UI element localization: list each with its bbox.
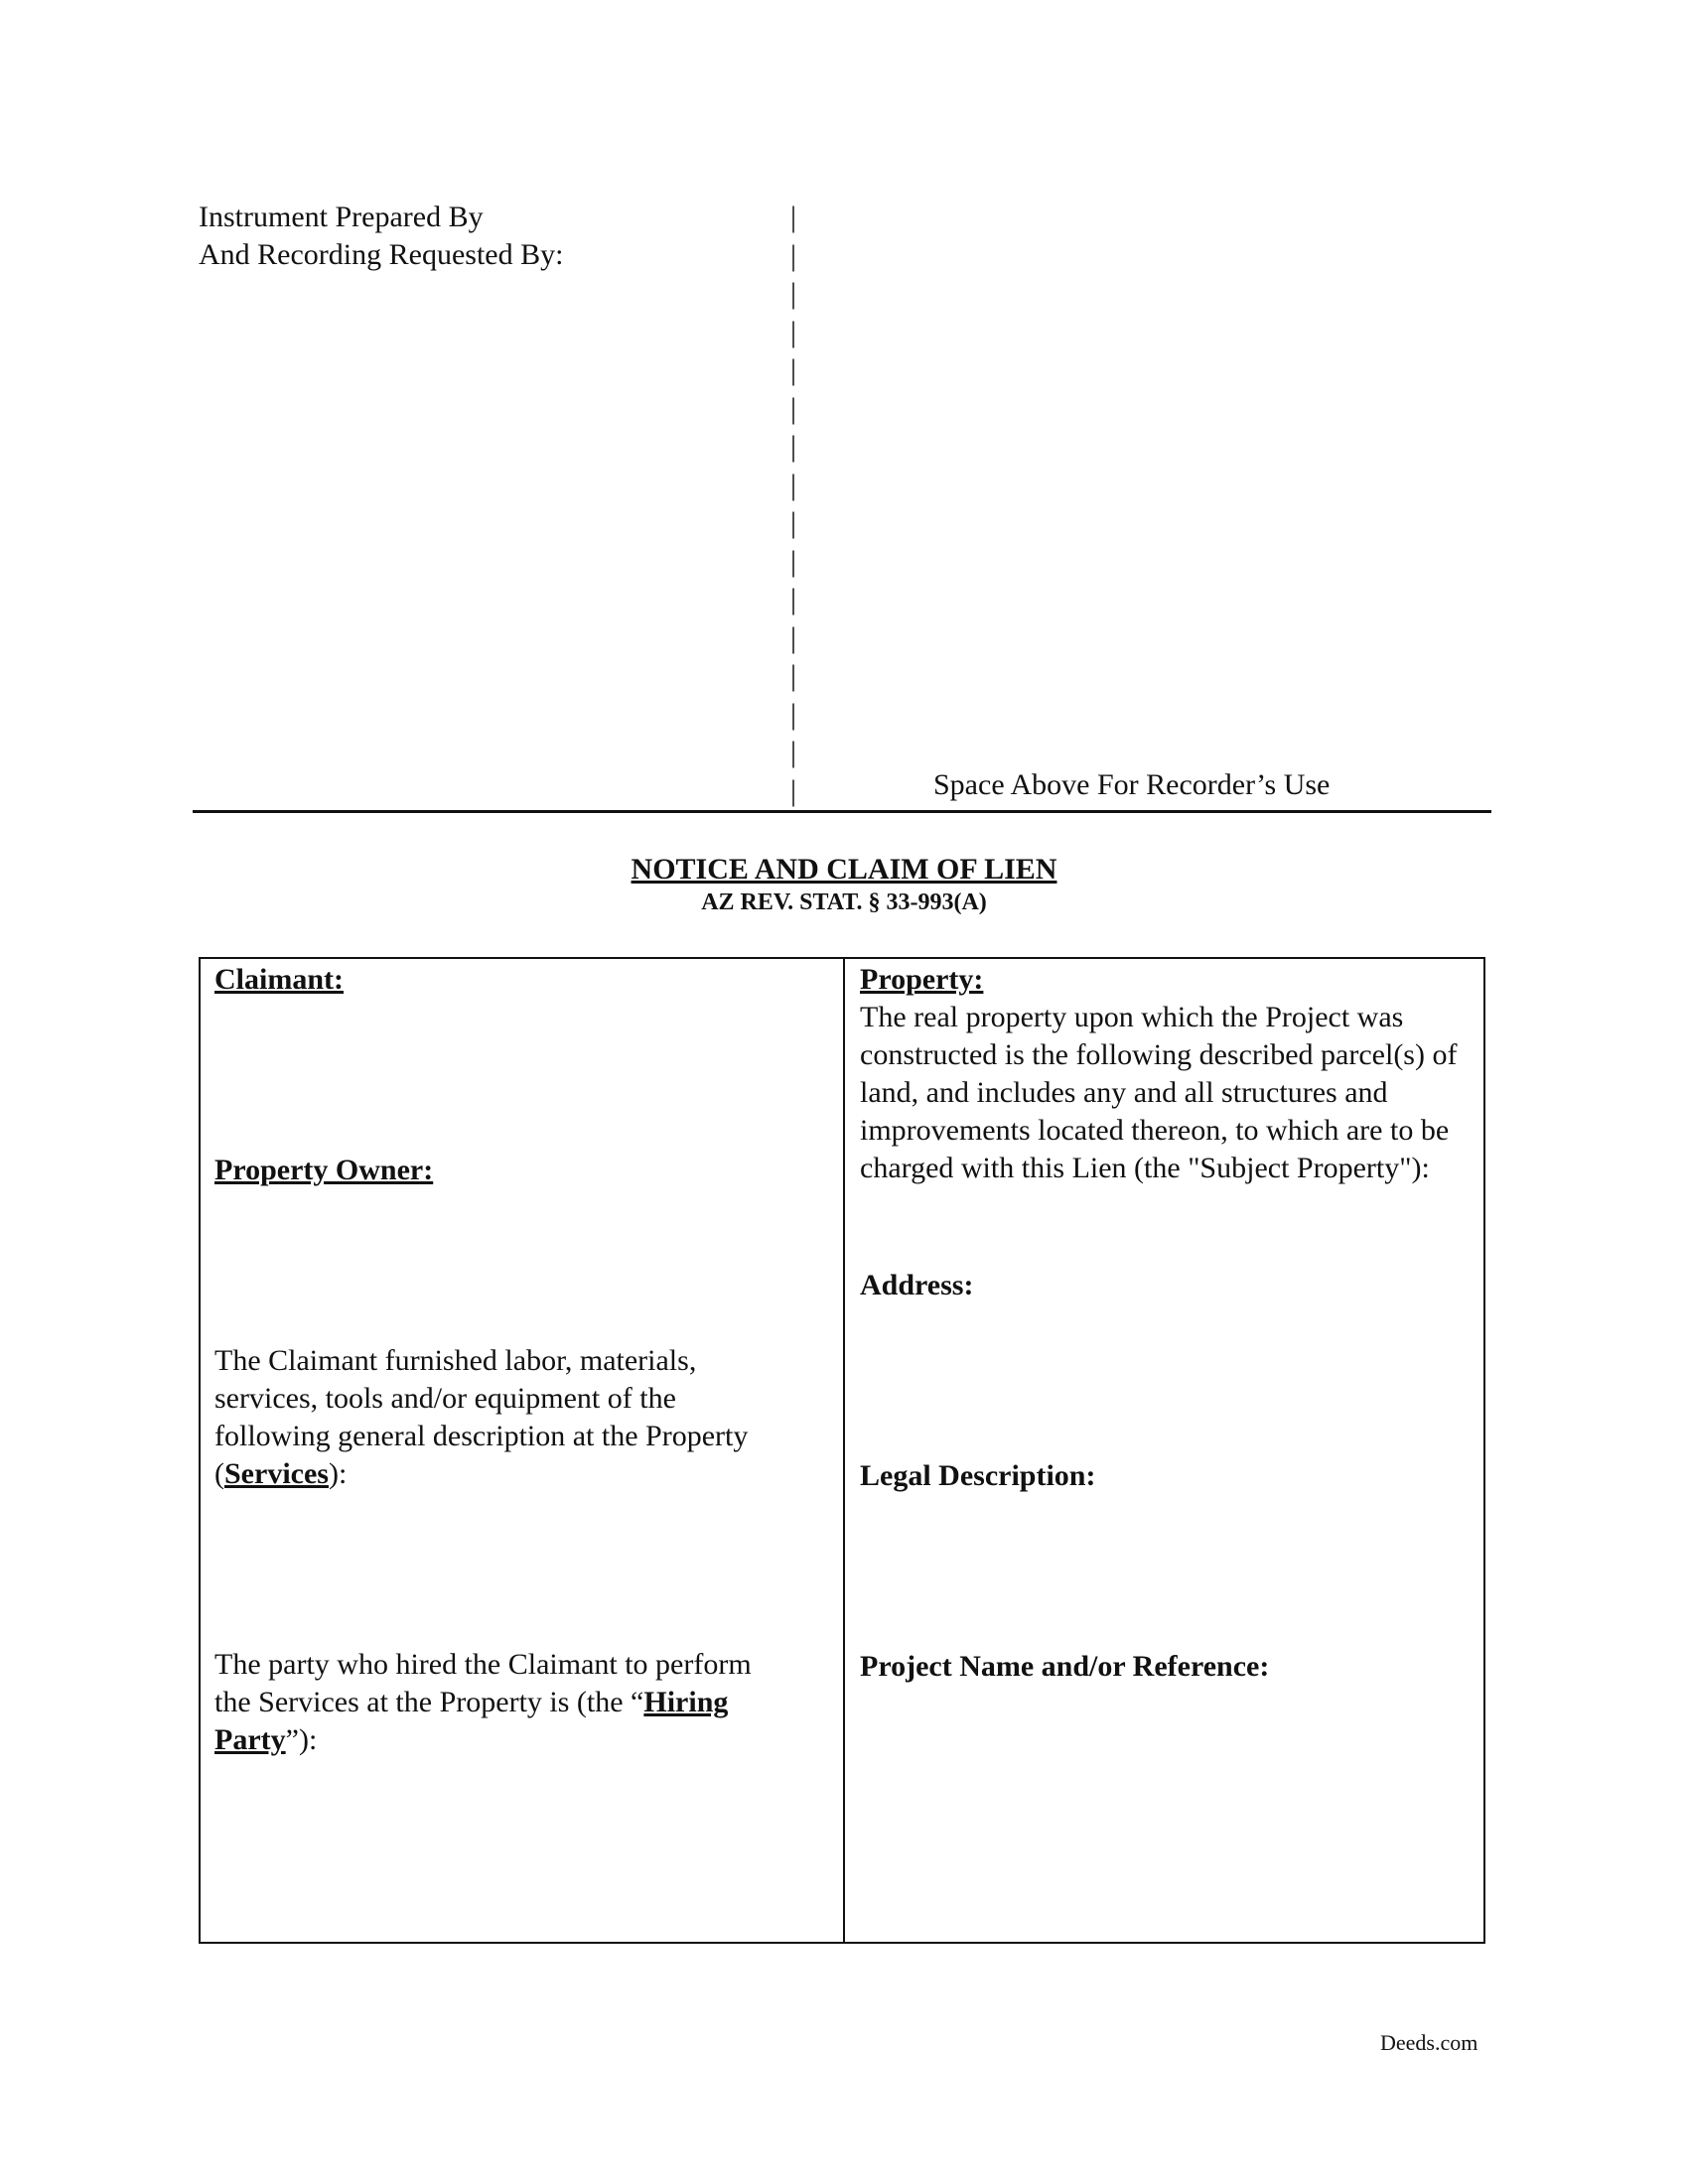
services-term: Services bbox=[224, 1457, 329, 1490]
separator-char: | bbox=[790, 277, 797, 310]
prepared-by-line1: Instrument Prepared By bbox=[199, 201, 484, 233]
property-description: The real property upon which the Project was constructed is the following described parcel(s) of land, and includes any and all structures and improvements located thereon, to which are to be charged with this Lien (the "Subject Property"): bbox=[860, 1001, 1458, 1184]
hiring-tail: ”): bbox=[285, 1723, 318, 1756]
recorder-separator bbox=[790, 199, 802, 810]
legal-description-field bbox=[860, 1457, 1095, 1495]
project-reference-field bbox=[860, 1648, 1269, 1686]
statute-reference: AZ REV. STAT. § 33-993(A) bbox=[701, 889, 987, 915]
separator-char: | bbox=[790, 736, 797, 768]
hiring-party-paragraph bbox=[214, 1646, 771, 1759]
property-owner-field bbox=[214, 1152, 433, 1189]
hiring-party-term: Hiring Party bbox=[214, 1686, 729, 1756]
hiring-text: The party who hired the Claimant to perform the Services at the Property is (the “ bbox=[214, 1648, 752, 1718]
address-field bbox=[860, 1267, 973, 1304]
separator-char: | bbox=[790, 506, 797, 539]
separator-char: | bbox=[790, 430, 797, 463]
claimant-field bbox=[214, 961, 344, 999]
services-paragraph bbox=[214, 1342, 771, 1493]
separator-char: | bbox=[790, 697, 797, 731]
legal-description-label: Legal Description: bbox=[860, 1459, 1096, 1492]
header-divider bbox=[193, 810, 1491, 813]
separator-char: | bbox=[790, 391, 797, 425]
separator-char: | bbox=[790, 544, 797, 578]
services-text: The Claimant furnished labor, materials, services, tools and/or equipment of the following general description at the Property ( bbox=[214, 1344, 749, 1490]
separator-char: | bbox=[790, 659, 797, 692]
separator-char: | bbox=[790, 620, 797, 654]
footer-brand: Deeds.com bbox=[1380, 2030, 1478, 2055]
separator-char: | bbox=[790, 201, 797, 233]
separator-char: | bbox=[790, 583, 797, 615]
separator-char: | bbox=[790, 238, 797, 272]
recorder-space-label: Space Above For Recorder’s Use bbox=[933, 768, 1331, 801]
claimant-label: Claimant: bbox=[214, 963, 344, 996]
document-title bbox=[0, 852, 1688, 887]
separator-char: | bbox=[790, 468, 797, 501]
separator-char: | bbox=[790, 353, 797, 386]
address-label: Address: bbox=[860, 1269, 974, 1301]
services-tail: ): bbox=[328, 1457, 348, 1490]
prepared-by-line2: And Recording Requested By: bbox=[199, 238, 564, 271]
prepared-by-block bbox=[199, 199, 563, 274]
separator-char: | bbox=[790, 315, 797, 348]
document-title-text: NOTICE AND CLAIM OF LIEN bbox=[631, 853, 1057, 886]
table-column-divider bbox=[843, 957, 845, 1944]
separator-char: | bbox=[790, 773, 797, 807]
property-owner-label: Property Owner: bbox=[214, 1154, 434, 1186]
property-section bbox=[860, 961, 1476, 1187]
property-label: Property: bbox=[860, 963, 984, 996]
project-reference-label: Project Name and/or Reference: bbox=[860, 1650, 1270, 1683]
